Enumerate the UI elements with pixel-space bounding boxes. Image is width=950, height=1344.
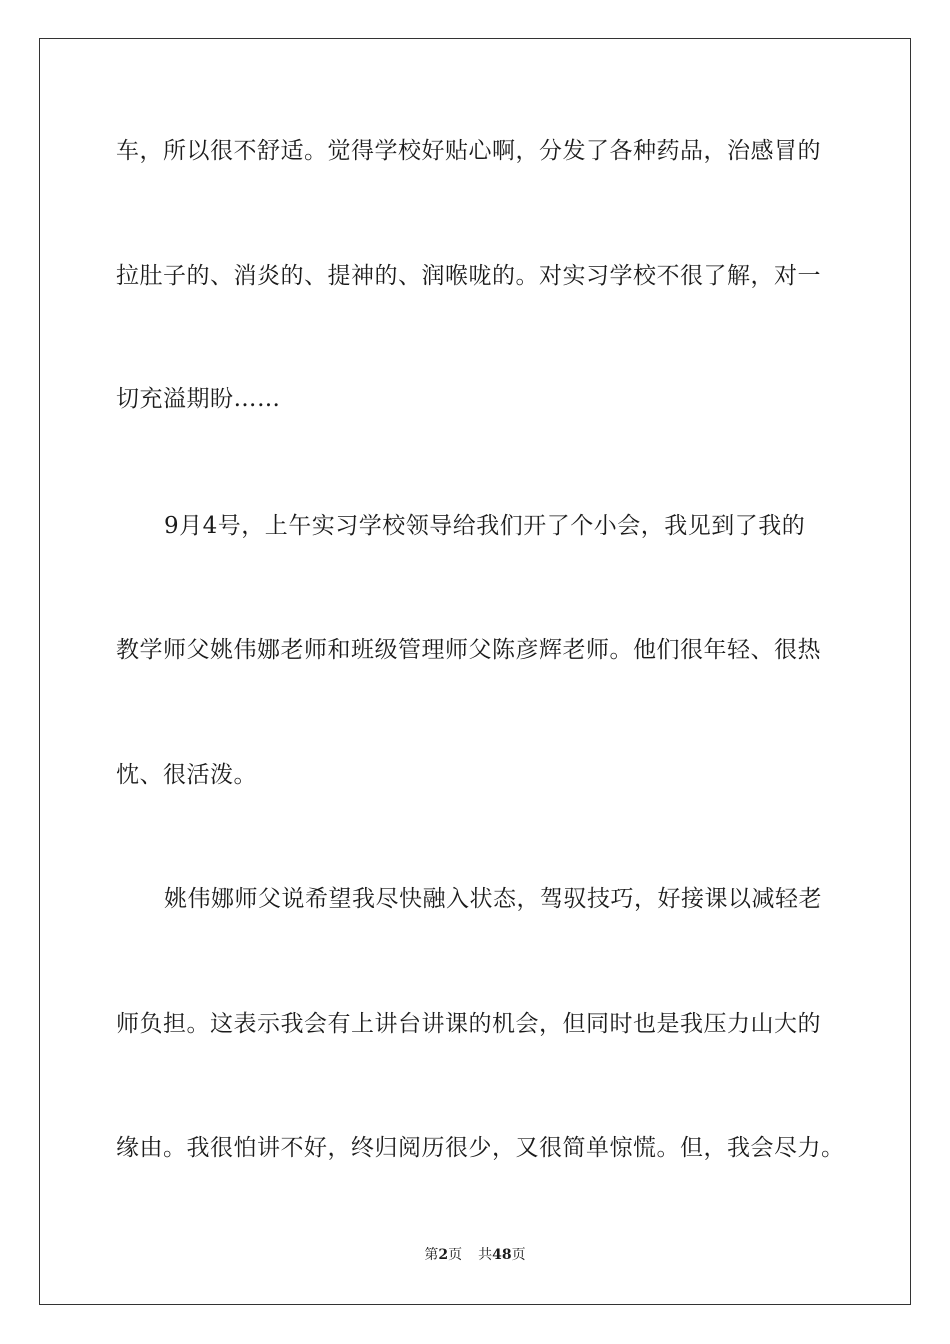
paragraph-3-line-2: 师负担。这表示我会有上讲台讲课的机会，但同时也是我压力山大的 [116,1011,821,1037]
page-footer [0,1246,950,1264]
page-suffix: 页 [448,1247,463,1263]
text-line-1: 车，所以很不舒适。觉得学校好贴心啊，分发了各种药品，治感冒的 [116,138,821,164]
text-line-2: 拉肚子的、消炎的、提神的、润喉咙的。对实习学校不很了解，对一 [116,263,821,289]
paragraph-3-line-1: 姚伟娜师父说希望我尽快融入状态，驾驭技巧，好接课以减轻老 [164,886,822,912]
paragraph-3-line-3: 缘由。我很怕讲不好，终归阅历很少，又很简单惊慌。但，我会尽力。 [116,1135,845,1161]
current-page-number: 2 [438,1247,449,1263]
page-prefix: 第 [424,1247,439,1263]
total-prefix: 共 [478,1247,493,1263]
total-suffix: 页 [511,1247,526,1263]
page-border [39,38,911,1305]
paragraph-2-line-2: 教学师父姚伟娜老师和班级管理师父陈彦辉老师。他们很年轻、很热 [116,637,821,663]
total-pages-number: 48 [492,1247,512,1263]
text-line-3: 切充溢期盼…… [116,386,281,412]
paragraph-2-line-3: 忱、很活泼。 [116,762,257,788]
paragraph-2-line-1: 9月4号，上午实习学校领导给我们开了个小会，我见到了我的 [164,513,806,539]
